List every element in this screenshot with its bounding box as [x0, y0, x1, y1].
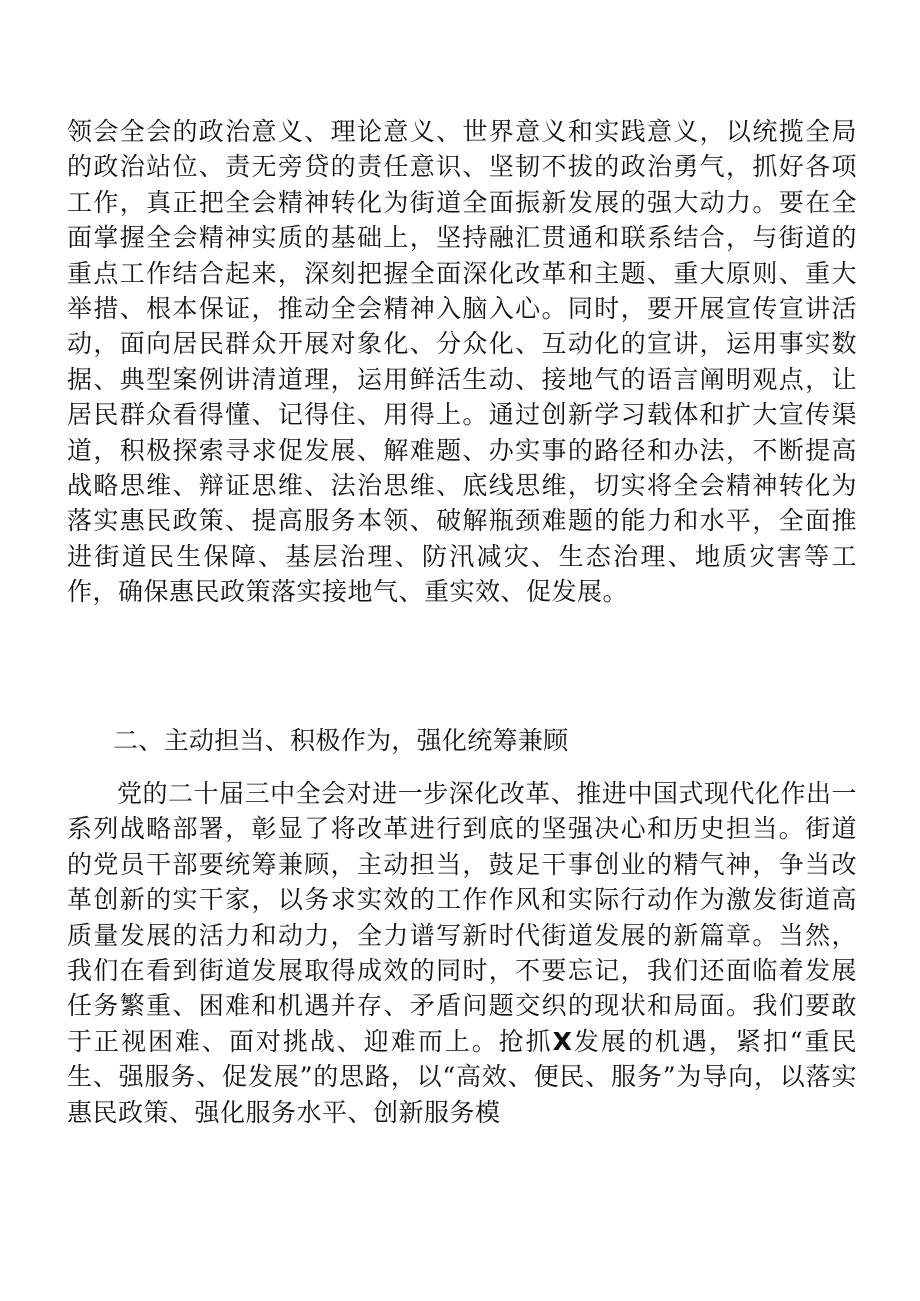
paragraph-text: 党的二十届三中全会对进一步深化改革、推进中国式现代化作出一系列战略部署，彰显了将改革进行到底的坚强决心和历史担当。街道的党员干部要统筹兼顾，主动担当，鼓足干事创业的精气神，争当改革创新的实干家，以务求实效的工作作风和实际行动作为激发街道高质量发展的活力和动力，全力谱写新时代街道发展的新篇章。当然，我们在看到街道发展取得成效的同时，不要忘记，我们还面临着发展任务繁重、困难和机遇并存、矛盾问题交织的现状和局面。我们要敢于正视困难、面对挑战、迎难而上。抢抓 [67, 779, 857, 1056]
placeholder-letter: X [552, 1026, 573, 1056]
body-paragraph [67, 776, 857, 1130]
body-paragraph: 领会全会的政治意义、理论意义、世界意义和实践意义，以统揽全局的政治站位、责无旁贷的责任意识、坚韧不拔的政治勇气，抓好各项工作，真正把全会精神转化为街道全面振新发展的强大动力。要在全面掌握全会精神实质的基础上，坚持融汇贯通和联系结合，与街道的重点工作结合起来，深刻把握全面深化改革和主题、重大原则、重大举措、根本保证，推动全会精神入脑入心。同时，要开展宣传宣讲活动，面向居民群众开展对象化、分众化、互动化的宣讲，运用事实数据、典型案例讲清道理，运用鲜活生动、接地气的语言阐明观点，让居民群众看得懂、记得住、用得上。通过创新学习载体和扩大宣传渠道，积极探索寻求促发展、解难题、办实事的路径和办法，不断提高战略思维、辩证思维、法治思维、底线思维，切实将全会精神转化为落实惠民政策、提高服务本领、破解瓶颈难题的能力和水平，全面推进街道民生保障、基层治理、防汛减灾、生态治理、地质灾害等工作，确保惠民政策落实接地气、重实效、促发展。 [67, 117, 857, 607]
section-heading: 二、主动担当、积极作为，强化统筹兼顾 [113, 726, 569, 755]
paragraph-text: 发展的机遇，紧扣“重民生、强服务、促发展”的思路，以“高效、便民、服务”为导向，以落实惠民政策、强化服务水平、创新服务模 [67, 1026, 857, 1127]
